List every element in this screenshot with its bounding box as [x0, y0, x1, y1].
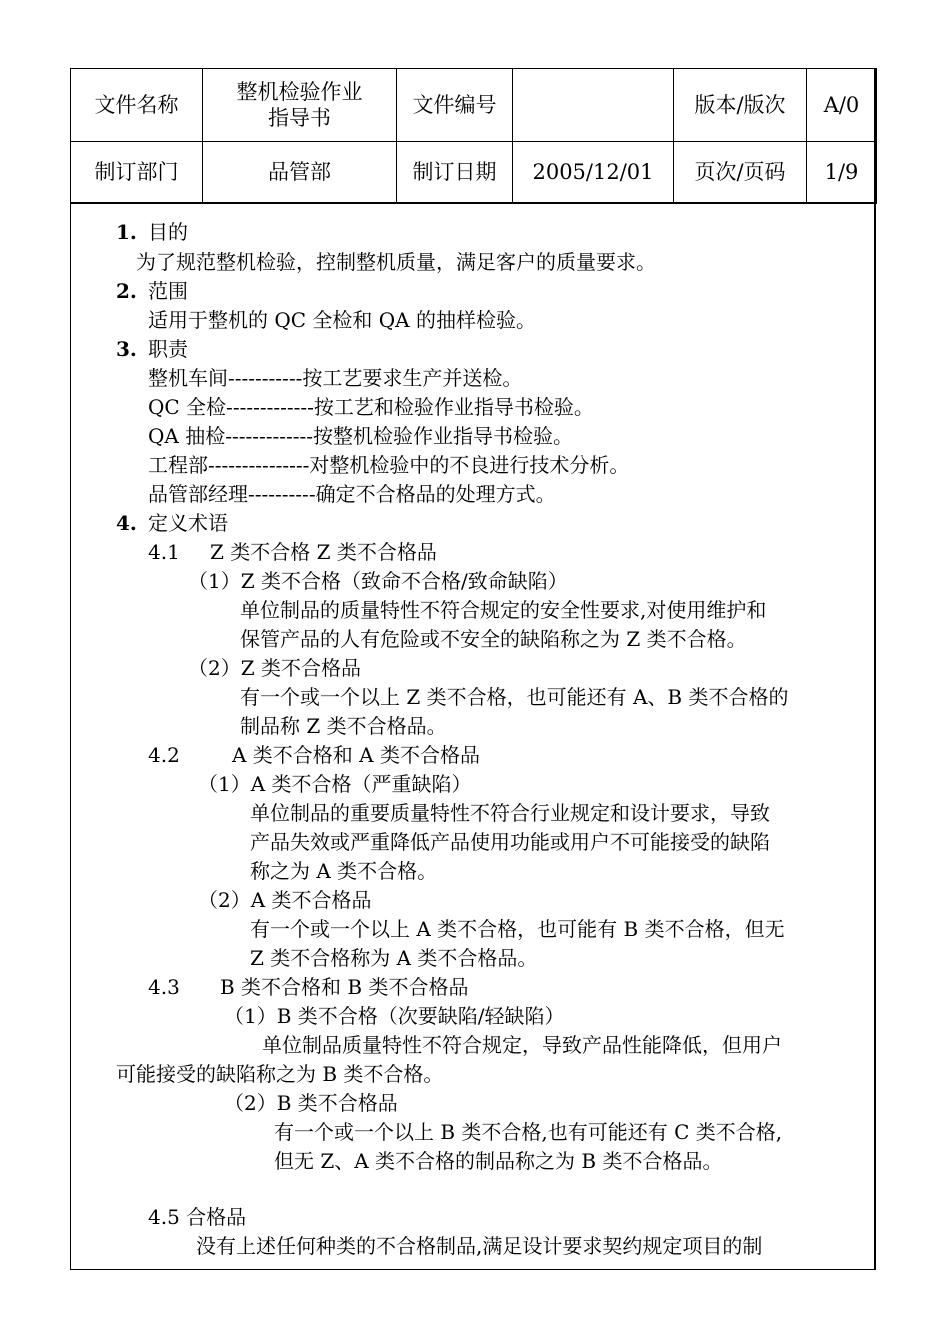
page-label: 页次/页码: [674, 142, 807, 204]
item-4-1-2-text: 有一个或一个以上 Z 类不合格，也可能还有 A、B 类不合格的: [240, 685, 789, 709]
section-2-title: 范围: [148, 279, 188, 303]
section-3-number: 3.: [116, 337, 137, 361]
section-4-number: 4.: [116, 511, 137, 535]
subsection-4-5-title: 4.5 合格品: [148, 1205, 247, 1229]
page-value: 1/9: [807, 142, 877, 204]
subsection-4-5-text: 没有上述任何种类的不合格制品,满足设计要求契约规定项目的制: [196, 1234, 763, 1258]
item-4-3-2-text: 但无 Z、A 类不合格的制品称之为 B 类不合格品。: [274, 1149, 723, 1173]
doc-no-value: [513, 69, 674, 142]
subsection-4-3-title: B 类不合格和 B 类不合格品: [220, 975, 469, 999]
date-label: 制订日期: [397, 142, 513, 204]
item-4-2-1-text: 产品失效或严重降低产品使用功能或用户不可能接受的缺陷: [250, 830, 770, 854]
item-4-1-1-title: （1）Z 类不合格（致命不合格/致命缺陷）: [188, 569, 568, 593]
duty-item: 整机车间-----------按工艺要求生产并送检。: [148, 366, 523, 390]
item-4-2-2-title: （2）A 类不合格品: [198, 888, 372, 912]
doc-name-label: 文件名称: [71, 69, 203, 142]
document-header-table: [70, 68, 877, 204]
item-4-3-1-title: （1）B 类不合格（次要缺陷/轻缺陷）: [224, 1004, 565, 1028]
item-4-2-2-text: 有一个或一个以上 A 类不合格，也可能有 B 类不合格，但无: [250, 917, 785, 941]
subsection-4-2-number: 4.2: [148, 743, 180, 767]
header-row-1: [71, 69, 877, 142]
item-4-2-1-text: 称之为 A 类不合格。: [250, 859, 438, 883]
item-4-3-2-text: 有一个或一个以上 B 类不合格,也有可能还有 C 类不合格,: [274, 1120, 783, 1144]
duty-item: 工程部---------------对整机检验中的不良进行技术分析。: [148, 453, 630, 477]
section-1-number: 1.: [116, 220, 137, 244]
subsection-4-3-number: 4.3: [148, 975, 180, 999]
dept-label: 制订部门: [71, 142, 203, 204]
subsection-4-2-title: A 类不合格和 A 类不合格品: [232, 743, 480, 767]
doc-name-line2: 指导书: [268, 106, 331, 130]
date-value: 2005/12/01: [513, 142, 674, 204]
doc-no-label: 文件编号: [397, 69, 513, 142]
item-4-3-2-title: （2）B 类不合格品: [224, 1091, 398, 1115]
item-4-1-2-text: 制品称 Z 类不合格品。: [240, 714, 447, 738]
section-1-title: 目的: [148, 220, 188, 244]
section-1-text: 为了规范整机检验，控制整机质量，满足客户的质量要求。: [136, 250, 656, 274]
section-2-text: 适用于整机的 QC 全检和 QA 的抽样检验。: [148, 308, 536, 332]
subsection-4-1-title: Z 类不合格 Z 类不合格品: [210, 540, 437, 564]
doc-name-line1: 整机检验作业: [236, 80, 363, 104]
duty-item: QC 全检-------------按工艺和检验作业指导书检验。: [148, 395, 594, 419]
subsection-4-1-number: 4.1: [148, 540, 180, 564]
item-4-2-1-text: 单位制品的重要质量特性不符合行业规定和设计要求，导致: [250, 801, 770, 825]
item-4-1-1-text: 单位制品的质量特性不符合规定的安全性要求,对使用维护和: [240, 598, 767, 622]
item-4-3-1-text: 可能接受的缺陷称之为 B 类不合格。: [116, 1062, 444, 1086]
duty-item: 品管部经理----------确定不合格品的处理方式。: [148, 482, 556, 506]
version-label: 版本/版次: [674, 69, 807, 142]
version-value: A/0: [807, 69, 877, 142]
item-4-1-2-title: （2）Z 类不合格品: [188, 656, 361, 680]
section-4-title: 定义术语: [148, 511, 228, 535]
header-row-2: [71, 142, 877, 204]
dept-value: 品管部: [203, 142, 397, 204]
section-2-number: 2.: [116, 279, 137, 303]
item-4-2-1-title: （1）A 类不合格（严重缺陷）: [198, 772, 472, 796]
item-4-3-1-text: 单位制品质量特性不符合规定，导致产品性能降低，但用户: [262, 1033, 782, 1057]
doc-name-value: [203, 69, 397, 142]
item-4-2-2-text: Z 类不合格称为 A 类不合格品。: [250, 946, 538, 970]
duty-item: QA 抽检-------------按整机检验作业指导书检验。: [148, 424, 574, 448]
section-3-title: 职责: [148, 337, 188, 361]
item-4-1-1-text: 保管产品的人有危险或不安全的缺陷称之为 Z 类不合格。: [240, 627, 747, 651]
